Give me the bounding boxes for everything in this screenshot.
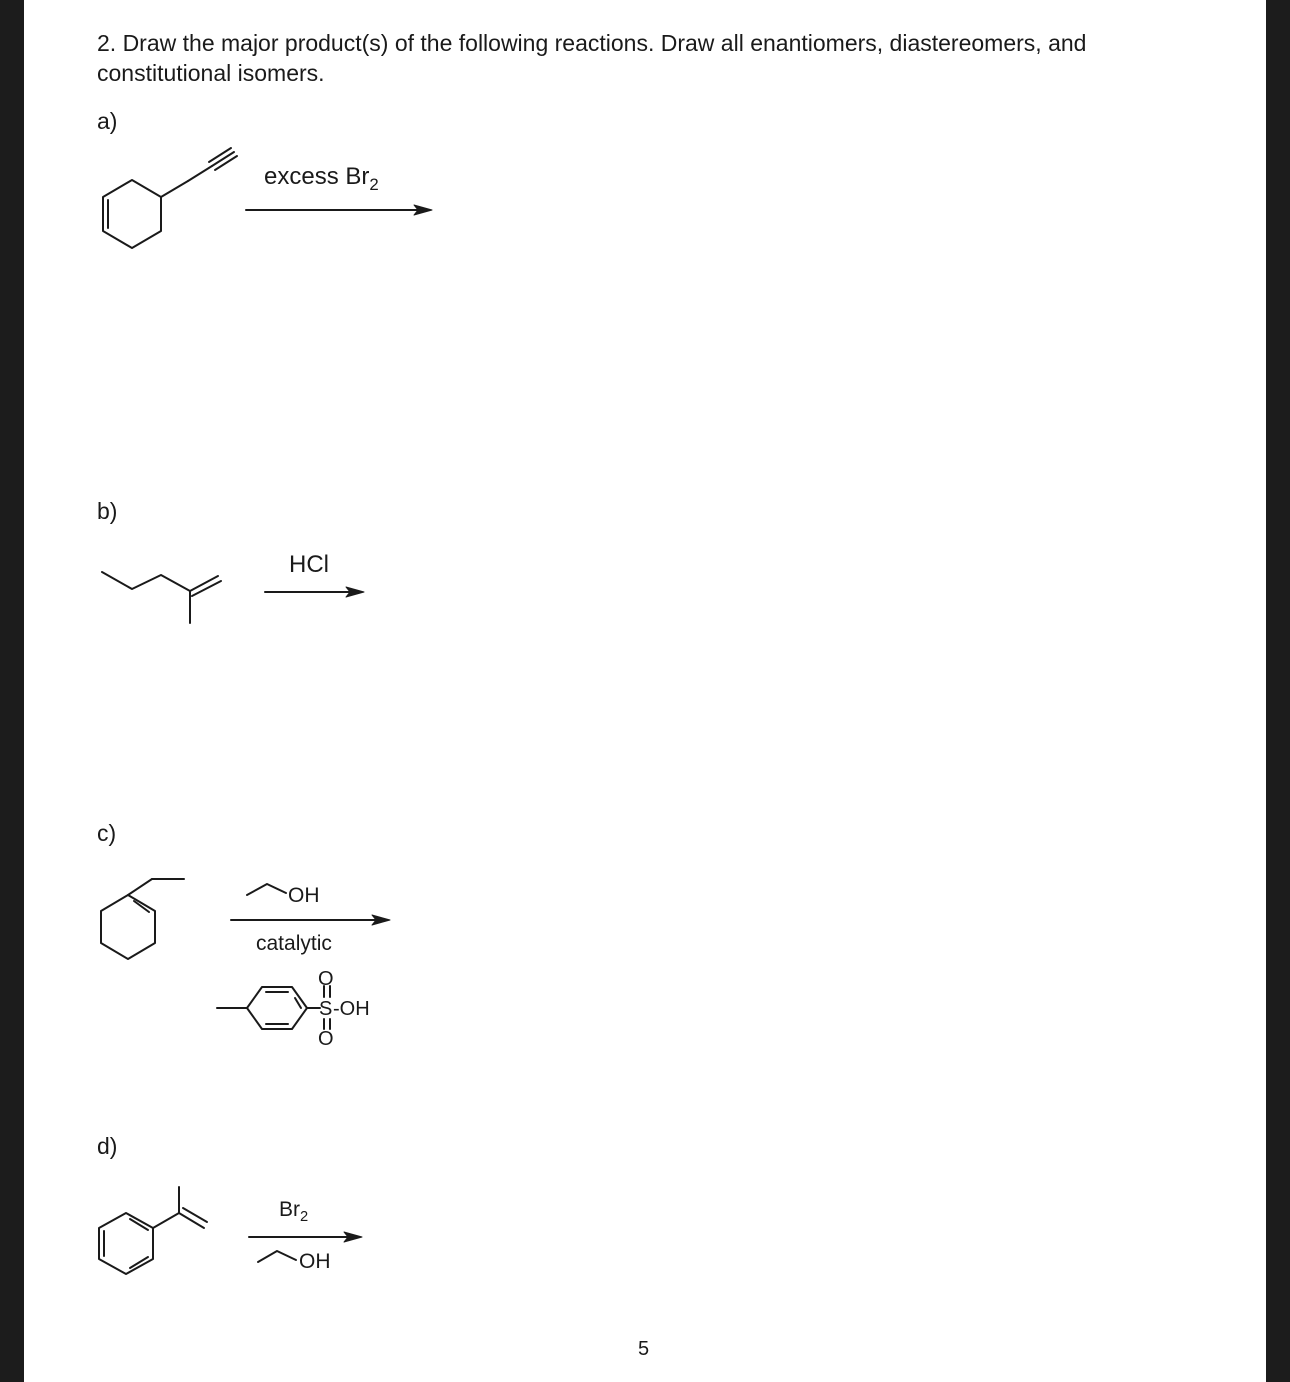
molecule-d-styrene-derivative bbox=[99, 1187, 207, 1274]
part-c-label: c) bbox=[97, 820, 117, 846]
reagent-c-catalytic: catalytic bbox=[256, 932, 332, 955]
part-b-label: b) bbox=[97, 498, 118, 524]
reaction-drawings bbox=[24, 0, 1266, 1382]
arrow-d bbox=[249, 1232, 362, 1262]
molecule-c-cyclohexene-ethyl bbox=[101, 879, 184, 959]
catalyst-oxygen-bottom: O bbox=[318, 1028, 334, 1050]
arrow-b bbox=[265, 587, 364, 597]
reagent-b-hcl: HCl bbox=[289, 551, 329, 578]
reagent-d-ethanol-oh: OH bbox=[299, 1250, 331, 1273]
part-a-label: a) bbox=[97, 108, 118, 134]
catalyst-hydroxyl: -OH bbox=[333, 998, 370, 1020]
molecule-a-cyclohexenyl-propyne bbox=[103, 148, 237, 248]
catalyst-sulfur: S bbox=[319, 998, 333, 1020]
arrow-c bbox=[231, 884, 390, 925]
part-d-label: d) bbox=[97, 1133, 118, 1159]
arrow-a bbox=[246, 205, 432, 215]
catalyst-c-tsoh bbox=[217, 968, 370, 1050]
reagent-a-excess-br2: excess $Br_2$ bbox=[264, 163, 379, 194]
worksheet-page bbox=[24, 0, 1266, 1382]
catalyst-oxygen-top: O bbox=[318, 968, 334, 990]
molecule-b-alkene bbox=[102, 572, 221, 623]
reagent-d-br2: $Br_2$ bbox=[279, 1198, 309, 1226]
question-text: 2. Draw the major product(s) of the following reactions. Draw all enantiomers, diastereomers, and constitutional isomers. bbox=[97, 30, 1087, 86]
page-number: 5 bbox=[638, 1338, 650, 1360]
reagent-c-ethanol-oh: OH bbox=[288, 884, 320, 907]
